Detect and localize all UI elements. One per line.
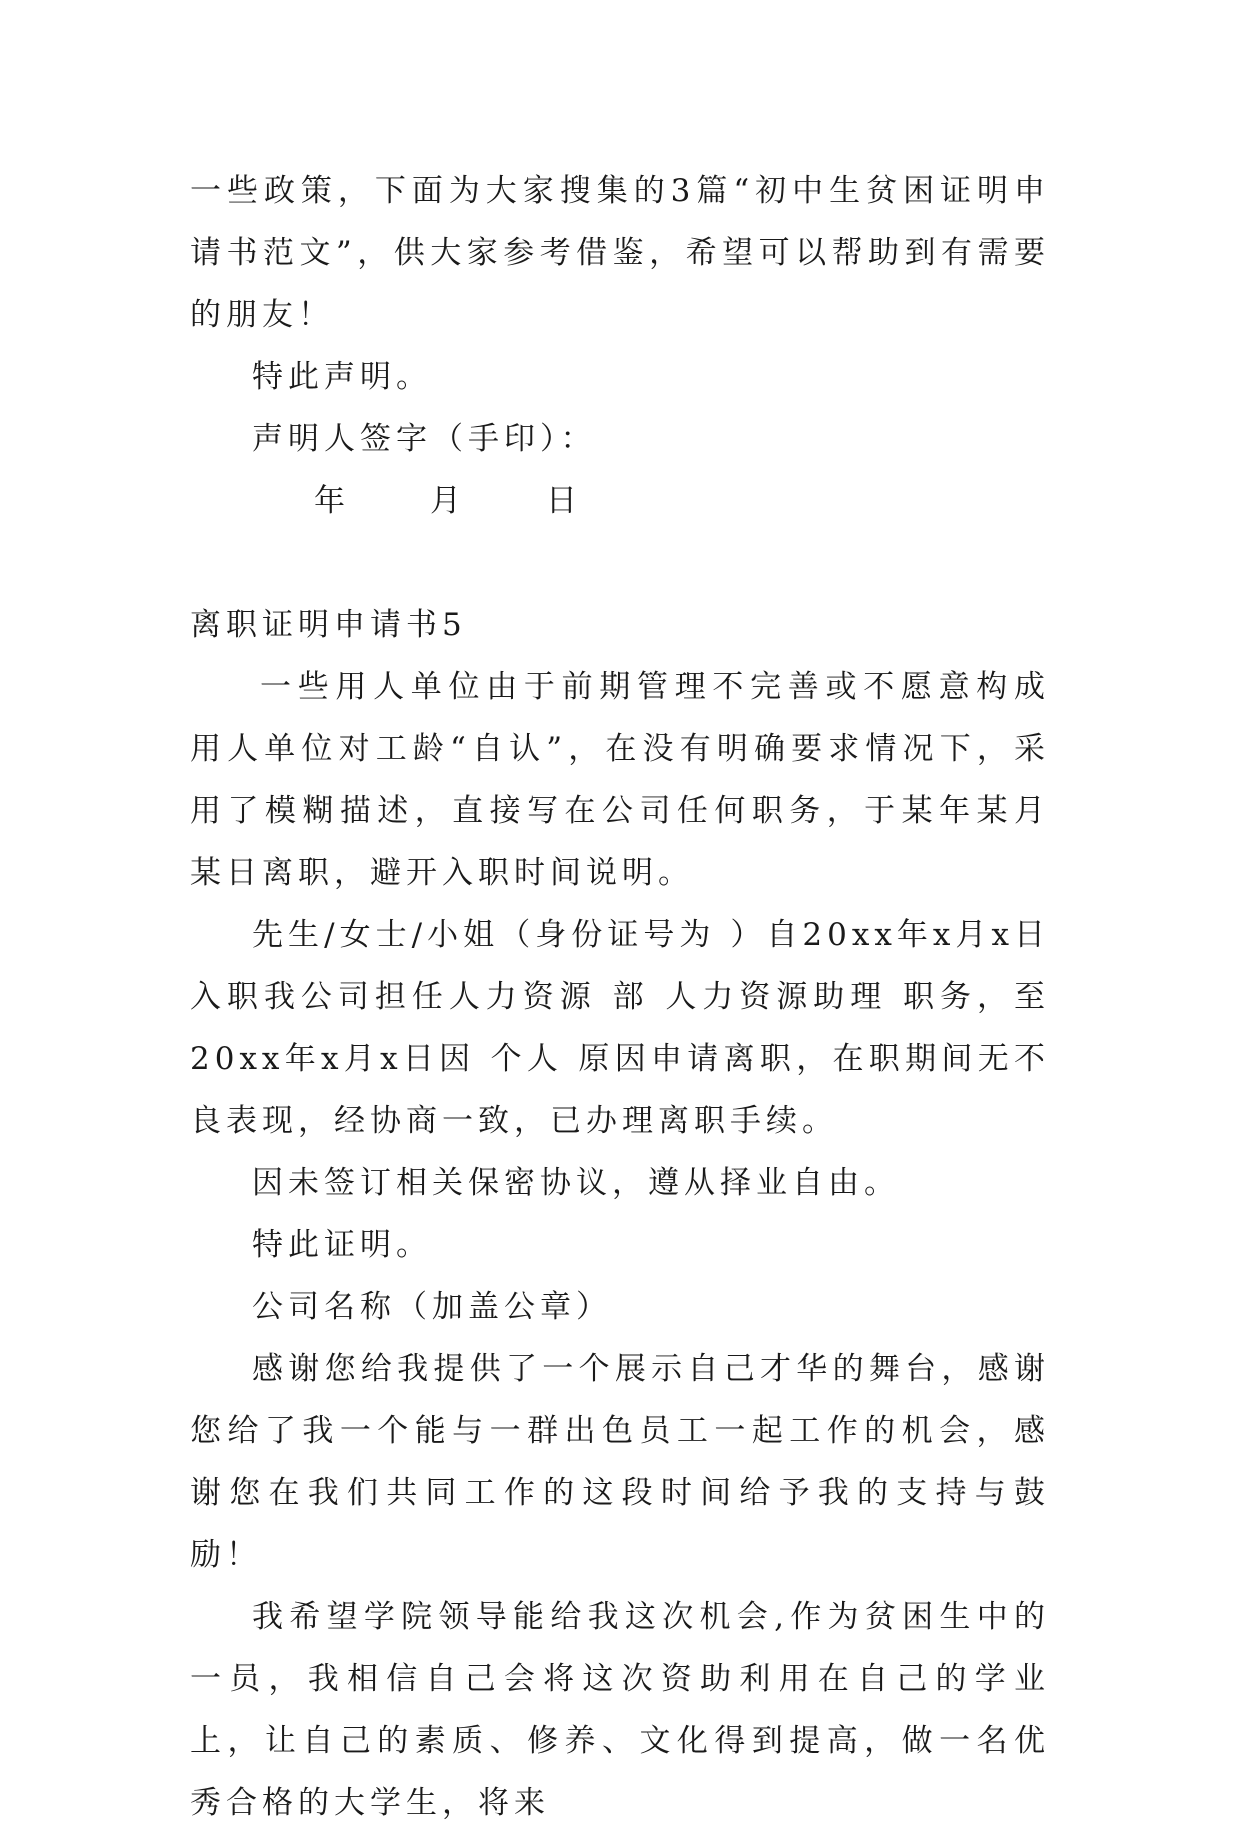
declaration-closing: 特此声明。 bbox=[252, 359, 432, 395]
company-name-line: 公司名称（加盖公章） bbox=[252, 1289, 612, 1325]
thanks-paragraph: 感谢您给我提供了一个展示自己才华的舞台，感谢您给了我一个能与一群出色员工一起工作的机会，感谢您在我们共同工作的这段时间给予我的支持与鼓励！ bbox=[190, 1351, 1050, 1573]
section-title: 离职证明申请书5 bbox=[190, 607, 467, 643]
date-year: 年 bbox=[314, 483, 350, 519]
section-paragraph-1: 一些用人单位由于前期管理不完善或不愿意构成用人单位对工龄“自认”，在没有明确要求情况下，采用了模糊描述，直接写在公司任何职务，于某年某月某日离职，避开入职时间说明。 bbox=[190, 669, 1050, 891]
date-line bbox=[190, 470, 1050, 532]
document-body bbox=[190, 160, 1050, 1834]
signature-line: 声明人签字（手印）： bbox=[252, 421, 597, 457]
section-paragraph-2: 先生/女士/小姐（身份证号为 ）自20xx年x月x日入职我公司担任人力资源 部 人力资源助理 职务，至20xx年x月x日因 个人 原因申请离职，在职期间无不良表现，经协商一致，已办理离职手续。 bbox=[190, 917, 1050, 1139]
spacer bbox=[190, 532, 1050, 594]
certify-closing: 特此证明。 bbox=[252, 1227, 432, 1263]
date-month: 月 bbox=[430, 483, 466, 519]
date-day: 日 bbox=[546, 483, 582, 519]
intro-paragraph: 一些政策，下面为大家搜集的3篇“初中生贫困证明申请书范文”，供大家参考借鉴，希望可以帮助到有需要的朋友！ bbox=[190, 173, 1050, 333]
hope-paragraph: 我希望学院领导能给我这次机会,作为贫困生中的一员，我相信自己会将这次资助利用在自己的学业上，让自己的素质、修养、文化得到提高，做一名优秀合格的大学生，将来 bbox=[190, 1599, 1050, 1821]
section-paragraph-3: 因未签订相关保密协议，遵从择业自由。 bbox=[252, 1165, 900, 1201]
